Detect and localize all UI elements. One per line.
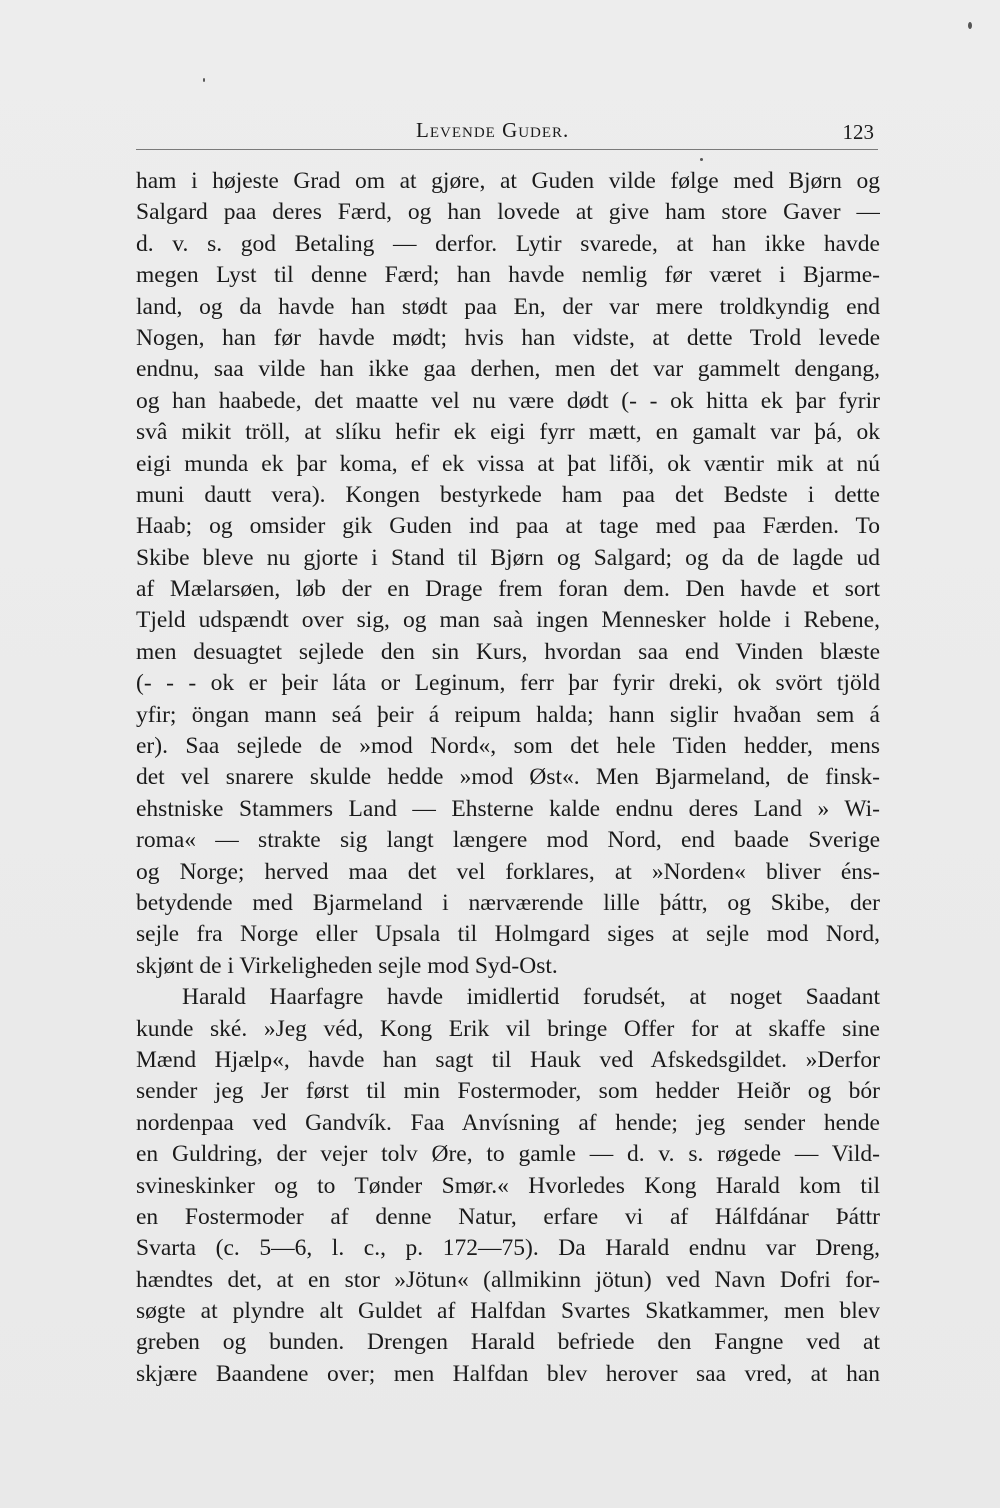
text-line: Svarta (c. 5—6, l. c., p. 172—75). Da Harald endnu var Dreng,	[136, 1235, 880, 1262]
text-line: Skibe bleve nu gjorte i Stand til Bjørn og Salgard; og da de lagde ud	[136, 544, 880, 571]
text-line: sejle fra Norge eller Upsala til Holmgard siges at sejle mod Nord,	[136, 921, 880, 948]
text-line: en Guldring, der vejer tolv Øre, to gamle — d. v. s. røgede — Vild-	[136, 1141, 880, 1168]
text-line: land, og da havde han stødt paa En, der var mere troldkyndig end	[136, 293, 880, 320]
text-line: det vel snarere skulde hedde »mod Øst«. Men Bjarmeland, de finsk-	[136, 764, 880, 791]
body-text	[136, 166, 880, 1390]
text-line: greben og bunden. Drengen Harald befriede den Fangne ved at	[136, 1329, 880, 1356]
text-line: Mænd Hjælp«, havde han sagt til Hauk ved Afskedsgildet. »Derfor	[136, 1046, 880, 1073]
text-line: (- - - ok er þeir láta or Leginum, ferr þar fyrir dreki, ok svört tjöld	[136, 670, 880, 697]
text-line: en Fostermoder af denne Natur, erfare vi af Hálfdánar Þáttr	[136, 1203, 880, 1230]
text-line: kunde ské. »Jeg véd, Kong Erik vil bringe Offer for at skaffe sine	[136, 1015, 880, 1042]
text-line: betydende med Bjarmeland i nærværende lille þáttr, og Skibe, der	[136, 889, 880, 916]
running-title: Levende Guder.	[416, 118, 570, 142]
header-rule	[136, 149, 878, 150]
text-line: svâ mikit tröll, at slíku hefir ek eigi fyrr mætt, en gamalt var þá, ok	[136, 419, 880, 446]
text-line: yfir; öngan mann seá þeir á reipum halda; hann siglir hvaðan sem á	[136, 701, 880, 728]
text-line: hændtes det, at en stor »Jötun« (allmikinn jötun) ved Navn Dofri for-	[136, 1266, 880, 1293]
text-line: men desuagtet sejlede den sin Kurs, hvordan saa end Vinden blæste	[136, 638, 880, 665]
paragraph-start-line: Harald Haarfagre havde imidlertid forudsét, at noget Saadant	[182, 984, 880, 1011]
text-line: søgte at plyndre alt Guldet af Halfdan Svartes Skatkammer, men blev	[136, 1298, 880, 1325]
text-line: Nogen, han før havde mødt; hvis han vidste, at dette Trold levede	[136, 324, 880, 351]
running-header	[136, 118, 878, 150]
text-line: Haab; og omsider gik Guden ind paa at tage med paa Færden. To	[136, 513, 880, 540]
text-line: ehstniske Stammers Land — Ehsterne kalde endnu deres Land » Wi-	[136, 795, 880, 822]
text-line: af Mælarsøen, løb der en Drage frem foran dem. Den havde et sort	[136, 576, 880, 603]
text-line: og Norge; herved maa det vel forklares, at »Norden« bliver éns-	[136, 858, 880, 885]
text-line: d. v. s. god Betaling — derfor. Lytir svarede, at han ikke havde	[136, 230, 880, 257]
page-number: 123	[842, 120, 874, 144]
text-line: svineskinker og to Tønder Smør.« Hvorledes Kong Harald kom til	[136, 1172, 880, 1199]
text-line: nordenpaa ved Gandvík. Faa Anvísning af hende; jeg sender hende	[136, 1109, 880, 1136]
text-line: endnu, saa vilde han ikke gaa derhen, men det var gammelt dengang,	[136, 356, 880, 383]
ink-speck	[968, 22, 972, 29]
text-line: ham i højeste Grad om at gjøre, at Guden vilde følge med Bjørn og	[136, 168, 880, 194]
text-line: og han haabede, det maatte vel nu være dødt (- - ok hitta ek þar fyrir	[136, 387, 880, 414]
text-line: sender jeg Jer først til min Fostermoder, som hedder Heiðr og bór	[136, 1078, 880, 1105]
text-line: muni dautt vera). Kongen bestyrkede ham paa det Bedste i dette	[136, 481, 880, 508]
ink-speck	[203, 78, 205, 82]
ink-speck	[700, 158, 703, 161]
text-line: skjære Baandene over; men Halfdan blev herover saa vred, at han	[136, 1360, 880, 1387]
text-line: Tjeld udspændt over sig, og man saà ingen Mennesker holde i Rebene,	[136, 607, 880, 634]
text-line: er). Saa sejlede de »mod Nord«, som det hele Tiden hedder, mens	[136, 733, 880, 760]
paragraph-end-line: skjønt de i Virkeligheden sejle mod Syd-Ost.	[136, 952, 558, 979]
text-line: megen Lyst til denne Færd; han havde nemlig før været i Bjarme-	[136, 262, 880, 289]
text-line: eigi munda ek þar koma, ef ek vissa at þat lifði, ok væntir mik at nú	[136, 450, 880, 477]
text-line: roma« — strakte sig langt længere mod Nord, end baade Sverige	[136, 827, 880, 854]
text-line: Salgard paa deres Færd, og han lovede at give ham store Gaver —	[136, 199, 880, 226]
